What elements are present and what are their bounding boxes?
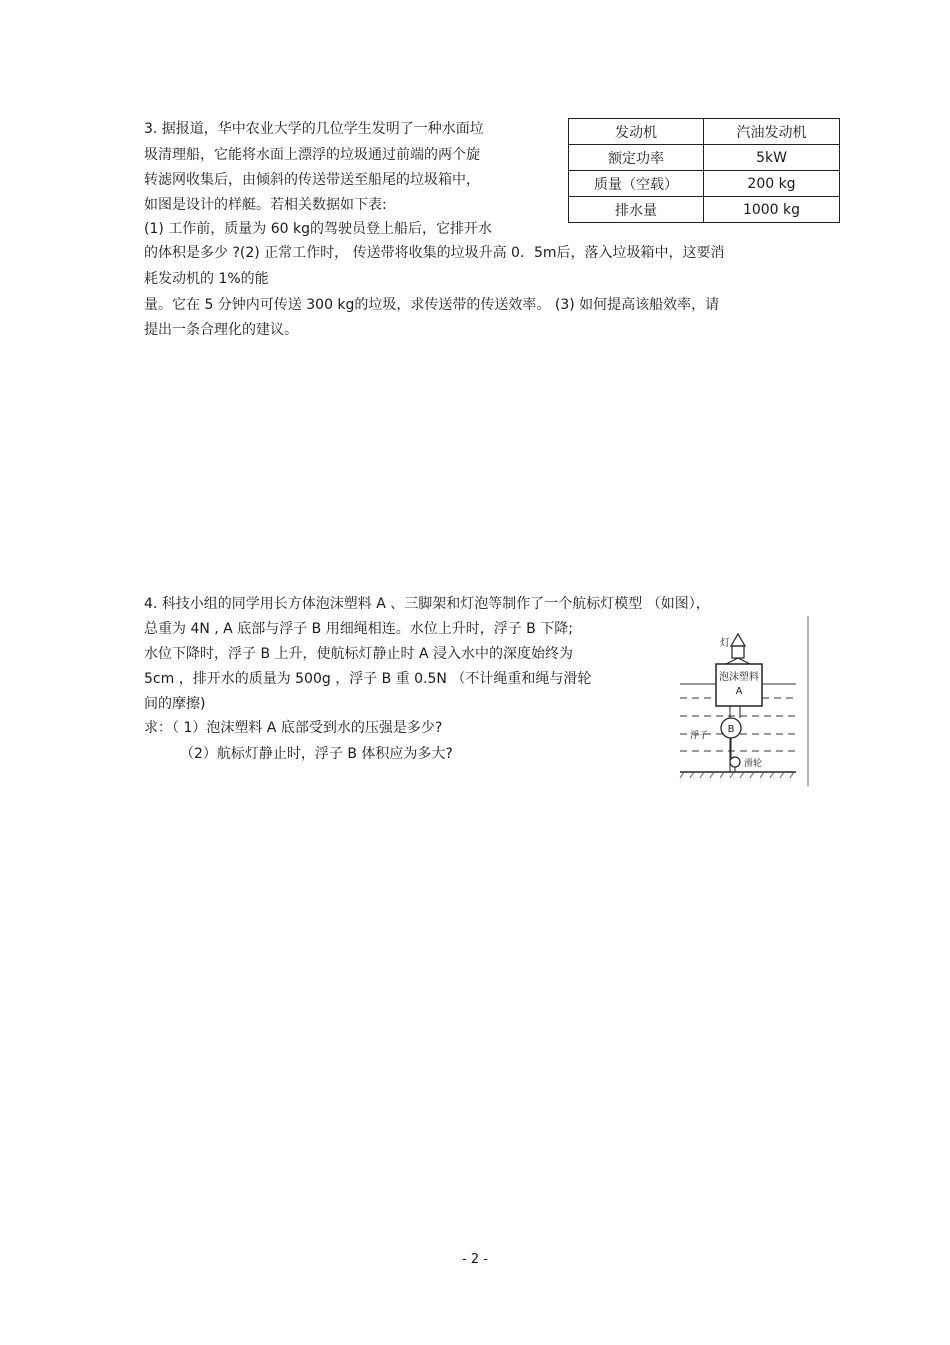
table-row xyxy=(569,171,840,197)
table-row xyxy=(569,145,840,171)
engine-spec-table xyxy=(568,118,840,223)
riverbed-hatch xyxy=(680,772,794,778)
table-cell: 发动机 xyxy=(569,119,704,145)
lamp-label: 灯 xyxy=(720,638,730,649)
q3-line-3: 转滤网收集后，由倾斜的传送带送至船尾的垃圾箱中， xyxy=(144,172,480,188)
q4-line-5: 间的摩擦) xyxy=(144,696,206,712)
table-cell: 质量（空载） xyxy=(569,171,704,197)
q4-line-2: 总重为 4N , A 底部与浮子 B 用细绳相连。水位上升时，浮子 B 下降; xyxy=(144,621,573,637)
q3-line-7: 耗发动机的 1%的能 xyxy=(144,271,269,287)
table-cell: 1000 kg xyxy=(704,197,840,223)
block-label: 泡沫塑料 xyxy=(719,672,759,683)
block-letter: A xyxy=(735,686,743,697)
pulley-icon xyxy=(730,757,740,767)
lamp-icon xyxy=(731,634,745,646)
table-cell: 额定功率 xyxy=(569,145,704,171)
q3-line-8: 量。它在 5 分钟内可传送 300 kg的垃圾，求传送带的传送效率。 (3) 如何提高该船效率，请 xyxy=(144,297,720,313)
table-cell: 200 kg xyxy=(704,171,840,197)
q3-line-4: 如图是设计的样艇。若相关数据如下表: xyxy=(144,197,387,213)
q4-line-3: 水位下降时，浮子 B 上升，使航标灯静止时 A 浸入水中的深度始终为 xyxy=(144,646,573,662)
pulley-label: 滑轮 xyxy=(744,759,763,769)
tripod-leg xyxy=(726,658,738,664)
buoy-lamp-figure xyxy=(676,614,811,789)
q4-line-6: 求：（ 1）泡沫塑料 A 底部受到水的压强是多少? xyxy=(144,720,443,736)
table-row xyxy=(569,119,840,145)
table-row xyxy=(569,197,840,223)
q4-line-7: （2）航标灯静止时，浮子 B 体积应为多大? xyxy=(180,746,453,762)
table-cell: 5kW xyxy=(704,145,840,171)
q3-line-6: 的体积是多少 ?(2) 正常工作时， 传送带将收集的垃圾升高 0．5m后，落入垃圾箱中，这要消 xyxy=(144,245,725,261)
q3-line-1: 3. 据报道，华中农业大学的几位学生发明了一种水面垃 xyxy=(144,121,484,137)
float-label: 浮子 xyxy=(690,731,709,741)
table-cell: 汽油发动机 xyxy=(704,119,840,145)
float-letter: B xyxy=(727,724,735,735)
q3-line-2: 圾清理船，它能将水面上漂浮的垃圾通过前端的两个旋 xyxy=(144,147,480,163)
q4-line-1: 4. 科技小组的同学用长方体泡沫塑料 A 、三脚架和灯泡等制作了一个航标灯模型 （如图）， xyxy=(144,596,710,612)
q3-line-9: 提出一条合理化的建议。 xyxy=(144,322,298,338)
q3-line-5: (1) 工作前，质量为 60 kg的驾驶员登上船后，它排开水 xyxy=(144,221,492,237)
tripod-leg xyxy=(738,658,750,664)
q4-line-4: 5cm ，排开水的质量为 500g ，浮子 B 重 0.5N （不计绳重和绳与滑轮 xyxy=(144,671,592,687)
table-cell: 排水量 xyxy=(569,197,704,223)
lamp-body xyxy=(732,646,744,658)
foam-block-a xyxy=(716,664,762,706)
page-number: - 2 - xyxy=(462,1252,488,1267)
